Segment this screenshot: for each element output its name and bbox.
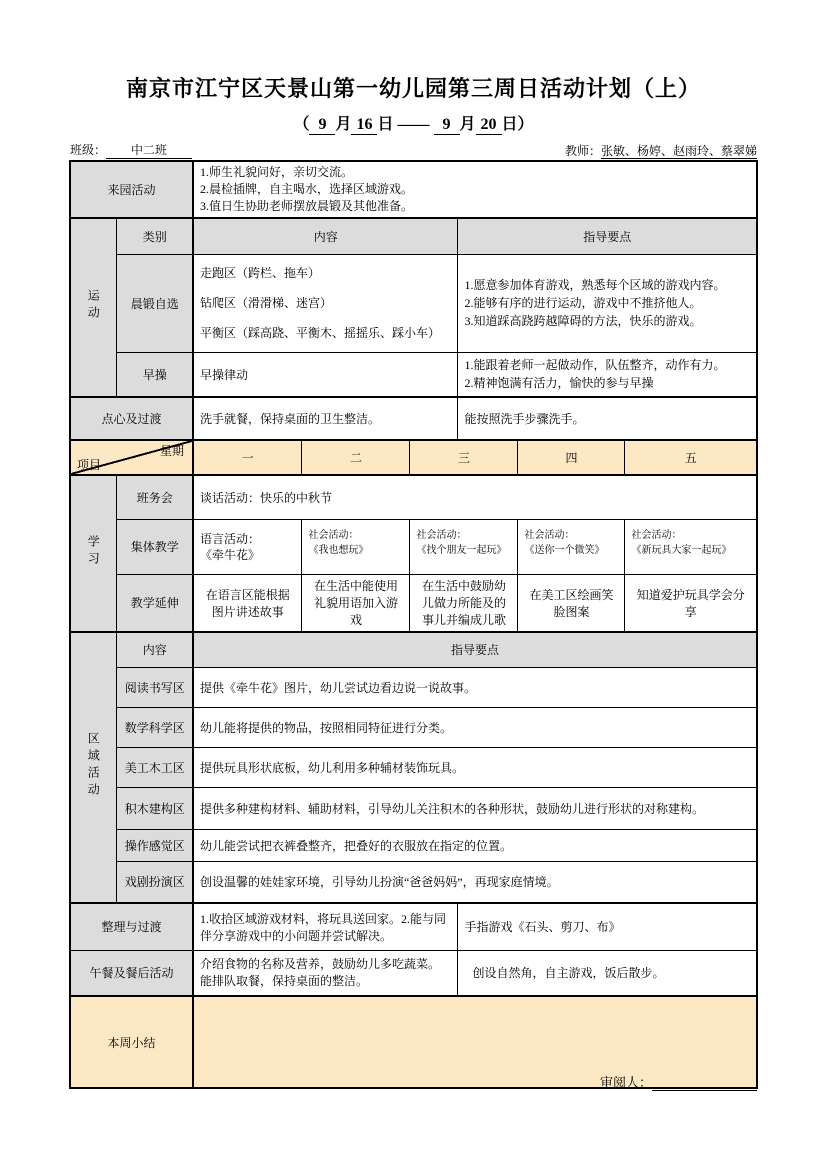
date-range — [0, 111, 827, 135]
morning-gym-content: 早操律动 — [193, 352, 458, 397]
sport-header-points: 指导要点 — [458, 218, 757, 254]
date-day2: 20 — [476, 116, 502, 135]
gt-wed-type: 社会活动： — [416, 529, 467, 541]
row-lunch — [70, 950, 757, 996]
day-wed: 三 — [410, 440, 518, 475]
summary-label: 本周小结 — [70, 996, 193, 1088]
zone-reading-text: 提供《牵牛花》图片，幼儿尝试边看边说一说故事。 — [193, 667, 757, 707]
reviewer-field — [600, 1072, 757, 1091]
row-area-header — [70, 632, 757, 667]
row-zone-art — [70, 747, 757, 787]
day-fri: 五 — [625, 440, 757, 475]
snack-content: 洗手就餐，保持桌面的卫生整洁。 — [193, 397, 458, 440]
row-week-header — [70, 440, 757, 475]
sport-header-content: 内容 — [193, 218, 458, 254]
arrival-line-2: 2.晨检插牌，自主喝水，选择区域游戏。 — [199, 182, 413, 196]
area-section-label — [70, 632, 117, 903]
date-day1-char: 日 — [377, 116, 394, 133]
group-teaching-label: 集体教学 — [117, 519, 193, 574]
area-header-content: 内容 — [117, 632, 193, 667]
mg-point-2: 2.精神饱满有活力，愉快的参与早操 — [464, 376, 654, 391]
class-meeting-label: 班务会 — [117, 475, 193, 519]
class-value: 中二班 — [106, 141, 192, 159]
lunch-line-1: 介绍食物的名称及营养，鼓励幼儿多吃蔬菜。 — [199, 956, 440, 971]
learning-section-label — [70, 475, 117, 632]
morning-gym-points — [458, 352, 757, 397]
gt-fri-title: 《新玩具大家一起玩》 — [631, 544, 732, 556]
sport-section-label — [70, 218, 117, 397]
snack-label: 点心及过渡 — [70, 397, 193, 440]
gt-thu-type: 社会活动： — [524, 529, 575, 541]
sport-header-category: 类别 — [117, 218, 193, 254]
row-morning-gym — [70, 352, 757, 397]
class-meeting-content: 谈话活动：快乐的中秋节 — [193, 475, 757, 519]
arrival-line-1: 1.师生礼貌问好，亲切交流。 — [199, 165, 353, 179]
tidy-label: 整理与过渡 — [70, 903, 193, 950]
zone-blocks-label: 积木建构区 — [117, 787, 193, 829]
group-teaching-thu — [518, 519, 625, 574]
arrival-line-3: 3.值日生协助老师摆放晨锻及其他准备。 — [199, 199, 413, 213]
date-month2-char: 月 — [459, 116, 476, 133]
sport-section-text: 运动 — [86, 288, 101, 323]
reviewer-label: 审阅人： — [599, 1075, 652, 1090]
gt-fri-type: 社会活动： — [631, 529, 682, 541]
date-month1: 9 — [309, 116, 335, 135]
week-corner-bottom: 项目 — [76, 458, 101, 472]
zone-reading-label: 阅读书写区 — [117, 667, 193, 707]
row-arrival — [70, 161, 757, 218]
date-day1: 16 — [351, 116, 377, 135]
class-field — [70, 141, 192, 159]
te-wed: 在生活中鼓励幼儿做力所能及的事儿并编成儿歌 — [410, 574, 518, 632]
learning-section-text: 学习 — [86, 534, 101, 569]
day-tue: 二 — [302, 440, 410, 475]
date-day2-char: 日 — [501, 116, 518, 133]
row-group-teaching — [70, 519, 757, 574]
te-mon: 在语言区能根据图片讲述故事 — [193, 574, 302, 632]
zone-math-text: 幼儿能将提供的物品，按照相同特征进行分类。 — [193, 707, 757, 747]
row-sport-header — [70, 218, 757, 254]
zone-blocks-text: 提供多种建构材料、辅助材料，引导幼儿关注积木的各种形状，鼓励幼儿进行形状的对称建构。 — [193, 787, 757, 829]
date-dash: —— — [397, 116, 430, 133]
tidy-points: 手指游戏《石头、剪刀、布》 — [458, 903, 757, 950]
zone-run: 走跑区（跨栏、拖车） — [199, 266, 320, 280]
te-thu: 在美工区绘画笑脸图案 — [518, 574, 625, 632]
row-zone-reading — [70, 667, 757, 707]
gt-tue-title: 《我也想玩》 — [308, 544, 369, 556]
morning-exercise-points — [458, 254, 757, 352]
morning-exercise-label: 晨锻自选 — [117, 254, 193, 352]
morning-exercise-content — [193, 254, 458, 352]
area-header-points: 指导要点 — [193, 632, 757, 667]
teaching-extension-label: 教学延伸 — [117, 574, 193, 632]
page-title: 南京市江宁区天景山第一幼儿园第三周日活动计划（上） — [125, 76, 701, 101]
weekly-plan-table — [69, 160, 758, 1089]
zone-climb: 钻爬区（滑滑梯、迷宫） — [199, 296, 332, 310]
meta-row — [70, 141, 757, 159]
zone-art-text: 提供玩具形状底板，幼儿利用多种辅材装饰玩具。 — [193, 747, 757, 787]
zone-balance: 平衡区（踩高跷、平衡木、摇摇乐、踩小车） — [199, 326, 440, 340]
class-label: 班级： — [70, 143, 107, 157]
me-point-1: 1.愿意参加体育游戏，熟悉每个区域的游戏内容。 — [464, 278, 726, 292]
row-morning-exercise — [70, 254, 757, 352]
tidy-content: 1.收拾区域游戏材料，将玩具送回家。2.能与同伴分享游戏中的小问题并尝试解决。 — [193, 903, 458, 950]
arrival-label: 来园活动 — [70, 161, 193, 218]
date-close: ） — [517, 116, 534, 133]
gt-wed-title: 《找个朋友一起玩》 — [416, 544, 507, 556]
gt-tue-type: 社会活动： — [308, 529, 359, 541]
row-zone-blocks — [70, 787, 757, 829]
teacher-label: 教师： — [564, 144, 601, 158]
zone-math-label: 数学科学区 — [117, 707, 193, 747]
row-tidy — [70, 903, 757, 950]
teacher-field — [565, 142, 757, 159]
group-teaching-wed — [410, 519, 518, 574]
reviewer-blank-line — [652, 1076, 757, 1091]
row-zone-math — [70, 707, 757, 747]
mg-point-1: 1.能跟着老师一起做动作，队伍整齐，动作有力。 — [464, 358, 726, 373]
arrival-content — [193, 161, 757, 218]
group-teaching-fri — [625, 519, 757, 574]
date-month1-char: 月 — [335, 116, 352, 133]
lunch-points: 创设自然角，自主游戏，饭后散步。 — [458, 950, 757, 996]
morning-gym-label: 早操 — [117, 352, 193, 397]
gt-thu-title: 《送你一个微笑》 — [524, 544, 605, 556]
group-teaching-mon — [193, 519, 302, 574]
snack-points: 能按照洗手步骤洗手。 — [458, 397, 757, 440]
lunch-content — [193, 950, 458, 996]
me-point-2: 2.能够有序的进行运动，游戏中不推挤他人。 — [464, 296, 702, 310]
zone-drama-label: 戏剧扮演区 — [117, 861, 193, 903]
week-corner-cell — [70, 440, 193, 475]
lunch-line-2: 能排队取餐，保持桌面的整洁。 — [199, 973, 368, 988]
day-mon: 一 — [193, 440, 302, 475]
row-zone-operation — [70, 829, 757, 861]
row-class-meeting — [70, 475, 757, 519]
me-point-3: 3.知道踩高跷跨越障碍的方法，快乐的游戏。 — [464, 314, 702, 328]
row-teaching-extension — [70, 574, 757, 632]
te-fri: 知道爱护玩具学会分享 — [625, 574, 757, 632]
row-snack — [70, 397, 757, 440]
date-month2: 9 — [434, 116, 460, 135]
zone-operation-label: 操作感觉区 — [117, 829, 193, 861]
zone-operation-text: 幼儿能尝试把衣裤叠整齐，把叠好的衣服放在指定的位置。 — [193, 829, 757, 861]
gt-mon-type: 语言活动： — [199, 531, 260, 546]
week-corner-top: 星期 — [159, 444, 184, 458]
date-open: （ — [293, 116, 310, 133]
teacher-value: 张敏、杨婷、赵雨玲、蔡翠娣 — [600, 144, 757, 158]
gt-mon-title: 《牵牛花》 — [199, 547, 260, 562]
row-zone-drama — [70, 861, 757, 903]
group-teaching-tue — [302, 519, 410, 574]
zone-art-label: 美工木工区 — [117, 747, 193, 787]
te-tue: 在生活中能使用礼貌用语加入游戏 — [302, 574, 410, 632]
lunch-label: 午餐及餐后活动 — [70, 950, 193, 996]
area-section-text: 区域活动 — [86, 731, 101, 800]
day-thu: 四 — [518, 440, 625, 475]
zone-drama-text: 创设温馨的娃娃家环境，引导幼儿扮演“爸爸妈妈”，再现家庭情境。 — [193, 861, 757, 903]
